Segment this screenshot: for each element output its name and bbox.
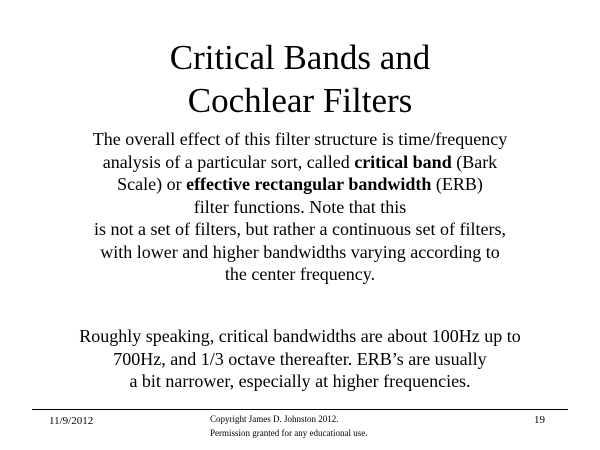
paragraph-2-line-2: 700Hz, and 1/3 octave thereafter. ERB’s are usually bbox=[113, 348, 487, 369]
paragraph-2-line-1: Roughly speaking, critical bandwidths are about 100Hz up to bbox=[79, 326, 521, 346]
paragraph-1-line-2-end: (Bark bbox=[451, 151, 498, 172]
slide-title bbox=[0, 36, 600, 122]
body-paragraph-1 bbox=[20, 128, 580, 286]
copyright-line: Copyright James D. Johnston 2012. bbox=[210, 414, 339, 424]
paragraph-1-line-5: is not a set of filters, but rather a continuous set of filters, bbox=[94, 219, 506, 239]
footer-divider bbox=[32, 409, 568, 410]
page-number: 19 bbox=[534, 414, 545, 426]
footer-date: 11/9/2012 bbox=[49, 415, 94, 427]
critical-band-term: critical band bbox=[354, 151, 452, 172]
paragraph-1-line-3 bbox=[20, 173, 580, 196]
paragraph-1-line-3-end: (ERB) bbox=[431, 174, 483, 194]
paragraph-1-line-6: with lower and higher bandwidths varying according to bbox=[100, 241, 500, 262]
paragraph-1-line-2-text: analysis of a particular sort, called bbox=[102, 151, 355, 172]
slide-title-line-2: Cochlear Filters bbox=[187, 81, 413, 120]
erb-term: effective rectangular bandwidth bbox=[186, 174, 432, 194]
paragraph-1-line-4: filter functions. Note that this bbox=[193, 196, 407, 217]
paragraph-1-line-3-text: Scale) or bbox=[117, 174, 187, 194]
paragraph-1-line-7: the center frequency. bbox=[224, 264, 376, 284]
permission-line: Permission granted for any educational use. bbox=[210, 428, 368, 438]
body-paragraph-2 bbox=[20, 325, 580, 393]
paragraph-2-line-3: a bit narrower, especially at higher frequencies. bbox=[129, 371, 471, 391]
footer-copyright bbox=[210, 412, 367, 440]
slide-title-line-1: Critical Bands and bbox=[169, 38, 431, 77]
paragraph-1-line-2 bbox=[20, 151, 580, 174]
paragraph-1-line-1: The overall effect of this filter structure is time/frequency bbox=[92, 129, 508, 149]
